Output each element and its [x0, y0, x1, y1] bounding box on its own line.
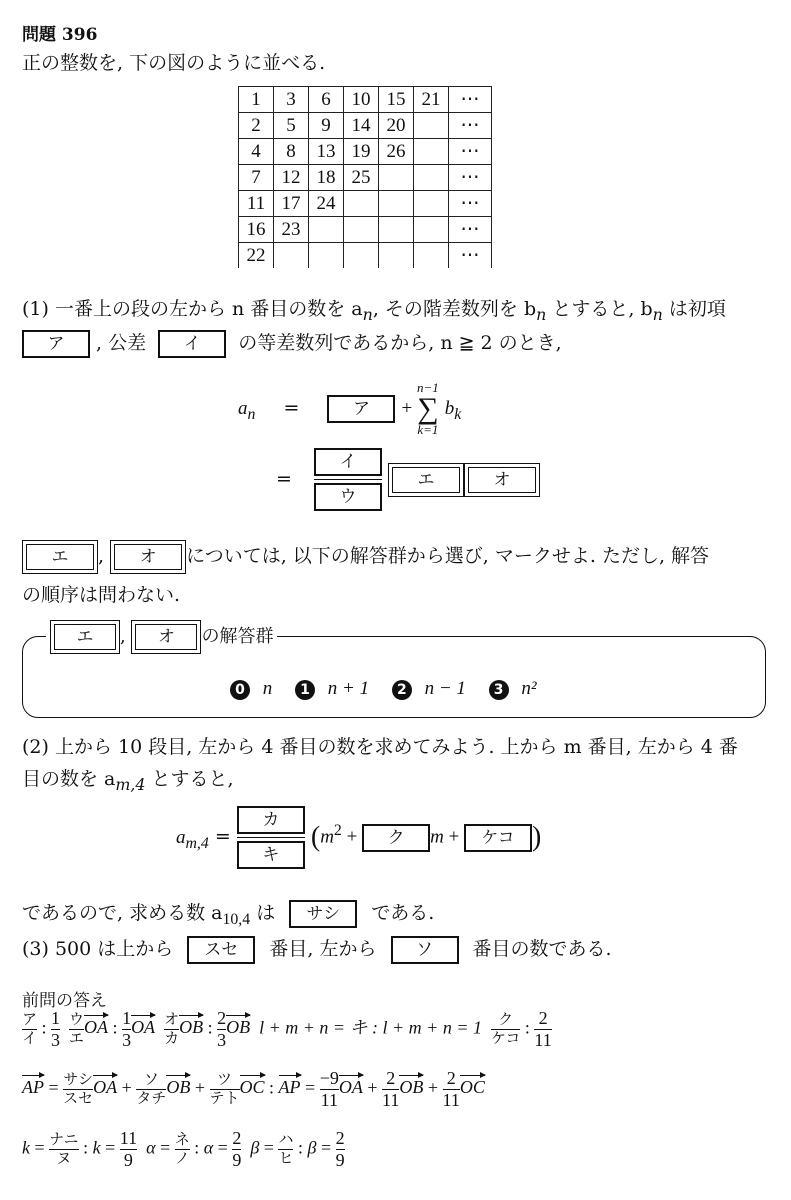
grid-cell: 21: [414, 87, 449, 113]
grid-cell: 12: [274, 165, 309, 191]
grid-cell: 9: [309, 113, 344, 139]
choice-list: [230, 678, 537, 700]
grid-cell: 17: [274, 191, 309, 217]
grid-cell: 26: [379, 139, 414, 165]
grid-cell: ⋯: [449, 217, 492, 243]
grid-cell: 6: [309, 87, 344, 113]
grid-cell: 23: [274, 217, 309, 243]
q2-line2: 目の数を $a_{m,4}$ とすると,: [22, 768, 234, 794]
grid-cell: 15: [379, 87, 414, 113]
grid-cell: [344, 243, 379, 269]
grid-cell: ⋯: [449, 113, 492, 139]
answer-box-o[interactable]: オ: [464, 463, 540, 497]
grid-cell: 1: [239, 87, 274, 113]
grid-cell: 20: [379, 113, 414, 139]
choice-3-mark[interactable]: 3: [489, 680, 509, 700]
answer-box-ka[interactable]: カ: [237, 806, 305, 834]
grid-row: [239, 191, 492, 217]
grid-row: [239, 165, 492, 191]
note-line2: の順序は問わない.: [22, 584, 181, 606]
grid-cell: [379, 165, 414, 191]
formula-result: = $\frac{\text{イ}}{\text{ウ}}$ エ オ: [276, 448, 540, 511]
grid-cell: 7: [239, 165, 274, 191]
grid-cell: ⋯: [449, 139, 492, 165]
grid-cell: [414, 139, 449, 165]
grid-cell: ⋯: [449, 87, 492, 113]
q1-line2: ア , 公差 イ の等差数列であるから, n ≧ 2 のとき,: [22, 328, 562, 358]
grid-cell: [344, 217, 379, 243]
prev-row1: $\frac{\text{ア}}{\text{イ}}$ : $\frac{1}{3}$ $\frac{\text{ウ}}{\text{エ}}$ OA : $\frac{1}{3}$ OA $\frac{\text{オ}}{\text{カ}}$ OB : $\frac{2}{3}$ OB l + m + n = キ : l + m + n = 1 $\frac{\text{ク}}{\text{ケコ}}$ : $\frac{2}{11}$: [22, 1008, 552, 1050]
grid-row: [239, 243, 492, 269]
grid-cell: [309, 243, 344, 269]
formula-an: $a_n$ = ア + n−1 ∑ k=1 $b_k$: [238, 380, 462, 437]
choice-0-mark[interactable]: 0: [230, 680, 250, 700]
grid-cell: [414, 217, 449, 243]
grid-row: [239, 217, 492, 243]
answer-box-ki[interactable]: キ: [237, 841, 305, 869]
grid-cell: 24: [309, 191, 344, 217]
grid-cell: 4: [239, 139, 274, 165]
answer-box-keko[interactable]: ケコ: [464, 824, 532, 852]
sum-symbol: n−1 ∑ k=1: [416, 380, 439, 437]
grid-cell: [379, 191, 414, 217]
grid-cell: [344, 191, 379, 217]
grid-cell: 14: [344, 113, 379, 139]
answer-box-i[interactable]: イ: [158, 330, 226, 358]
intro-text: 正の整数を, 下の図のように並べる.: [22, 52, 326, 74]
grid-cell: [414, 165, 449, 191]
grid-cell: 8: [274, 139, 309, 165]
formula-am4: $a_{m,4}$ = $\frac{\text{カ}}{\text{キ}}$ ($m^2$ + ク m + ケコ ): [176, 806, 541, 869]
grid-cell: 19: [344, 139, 379, 165]
grid-cell: [274, 243, 309, 269]
answer-box-sashi[interactable]: サシ: [289, 900, 357, 928]
grid-cell: 25: [344, 165, 379, 191]
q2-line1: (2) 上から 10 段目, 左から 4 番目の数を求めてみよう. 上から m 番目, 左から 4 番: [22, 736, 738, 758]
grid-cell: 3: [274, 87, 309, 113]
answer-box-ku[interactable]: ク: [362, 824, 430, 852]
prev-heading: 前問の答え: [22, 991, 107, 1011]
grid-row: [239, 87, 492, 113]
number-grid: [238, 86, 492, 268]
grid-cell: 11: [239, 191, 274, 217]
choice-1-mark[interactable]: 1: [295, 680, 315, 700]
choice-3: n²: [521, 678, 537, 699]
answer-box-suse[interactable]: スセ: [187, 936, 255, 964]
grid-cell: [309, 217, 344, 243]
grid-cell: 18: [309, 165, 344, 191]
grid-cell: [414, 243, 449, 269]
grid-cell: 2: [239, 113, 274, 139]
grid-cell: [379, 217, 414, 243]
note-line1: エ , オ については, 以下の解答群から選び, マークせよ. ただし, 解答: [22, 540, 709, 574]
q2-line3: であるので, 求める数 $a_{10,4}$ は サシ である.: [22, 902, 435, 928]
grid-cell: 16: [239, 217, 274, 243]
prev-row3: k = $\frac{\text{ナニ}}{\text{ヌ}}$ : k = $\frac{11}{9}$ α = $\frac{\text{ネ}}{\text{ノ}}$ : α = $\frac{2}{9}$ β = $\frac{\text{ハ}}{\text{ヒ}}$ : β = $\frac{2}{9}$: [22, 1128, 345, 1170]
grid-row: [239, 113, 492, 139]
answer-box-e[interactable]: エ: [388, 463, 464, 497]
answer-box-a2[interactable]: ア: [327, 395, 395, 423]
choice-group-label: エ , オ の解答群: [46, 620, 277, 654]
grid-cell: [414, 113, 449, 139]
problem-title: 問題 396: [22, 25, 98, 45]
grid-cell: [414, 191, 449, 217]
grid-cell: [379, 243, 414, 269]
q1-line1: (1) 一番上の段の左から n 番目の数を $a_n$, その階差数列を $b_n$ とすると, $b_n$ は初項: [22, 298, 726, 324]
answer-box-a[interactable]: ア: [22, 330, 90, 358]
grid-cell: 10: [344, 87, 379, 113]
grid-cell: ⋯: [449, 191, 492, 217]
grid-cell: ⋯: [449, 243, 492, 269]
prev-row2: AP = $\frac{\text{サシ}}{\text{スセ}}$ OA + $\frac{\text{ソ}}{\text{タチ}}$ OB + $\frac{\text{ツ}}{\text{テト}}$ OC : AP = $\frac{-9}{11}$ OA + $\frac{2}{11}$ OB + $\frac{2}{11}$ OC: [22, 1068, 485, 1110]
answer-box-u[interactable]: ウ: [314, 483, 382, 511]
answer-box-i2[interactable]: イ: [314, 448, 382, 476]
answer-box-so[interactable]: ソ: [391, 936, 459, 964]
q3-line: (3) 500 は上から スセ 番目, 左から ソ 番目の数である.: [22, 934, 612, 964]
choice-2: n − 1: [424, 678, 466, 699]
grid-cell: 5: [274, 113, 309, 139]
choice-0: n: [262, 678, 273, 699]
choice-1: n + 1: [327, 678, 370, 699]
grid-cell: ⋯: [449, 165, 492, 191]
grid-cell: 13: [309, 139, 344, 165]
choice-2-mark[interactable]: 2: [392, 680, 412, 700]
grid-row: [239, 139, 492, 165]
grid-cell: 22: [239, 243, 274, 269]
